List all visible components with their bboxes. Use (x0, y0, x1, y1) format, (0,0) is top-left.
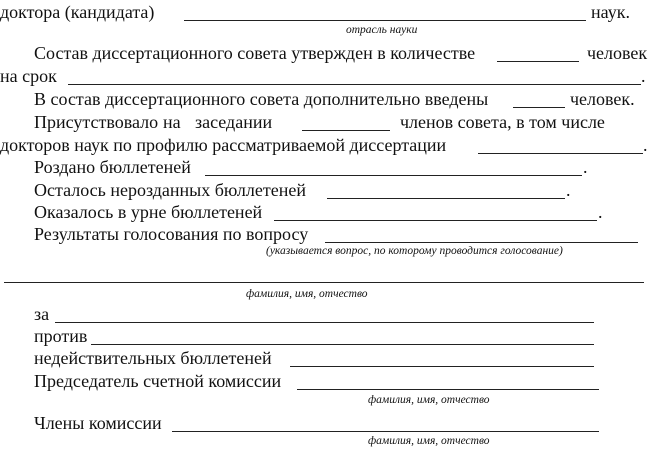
science-branch-field[interactable] (184, 20, 586, 21)
commission-chair-caption: фамилия, имя, отчество (368, 394, 490, 406)
candidate-name-field[interactable] (4, 282, 644, 283)
voting-question-caption: (указывается вопрос, по которому проводится голосование) (266, 245, 563, 257)
ballots-issued-label: Роздано бюллетеней (34, 157, 191, 177)
doctors-profile-period: . (643, 135, 648, 155)
ballots-in-urn-label: Оказалось в урне бюллетеней (34, 202, 263, 222)
doctors-profile-label: докторов наук по профилю рассматриваемой диссертации (0, 135, 447, 155)
commission-members-caption: фамилия, имя, отчество (368, 435, 490, 447)
ballots-remaining-period: . (566, 180, 571, 200)
science-branch-caption: отрасль науки (346, 24, 418, 36)
term-label: на срок (0, 66, 57, 86)
invalid-ballots-field[interactable] (290, 366, 594, 367)
present-count-field[interactable] (302, 130, 390, 131)
ballots-in-urn-field[interactable] (274, 220, 597, 221)
term-field[interactable] (68, 84, 641, 85)
council-count-field[interactable] (497, 61, 579, 62)
ballots-remaining-label: Осталось нерозданных бюллетеней (34, 180, 306, 200)
commission-members-label: Члены комиссии (34, 413, 162, 433)
votes-against-field[interactable] (91, 344, 594, 345)
additional-members-field[interactable] (513, 107, 565, 108)
commission-members-field[interactable] (172, 431, 599, 432)
additional-members-label: В состав диссертационного совета дополнительно введены (34, 89, 489, 109)
votes-for-label: за (34, 304, 50, 324)
present-label-word2: на (163, 112, 181, 132)
council-composition-label: Состав диссертационного совета утвержден в количестве (34, 43, 476, 63)
ballots-in-urn-period: . (598, 202, 603, 222)
term-period: . (641, 66, 646, 86)
doctors-profile-field[interactable] (478, 153, 643, 154)
commission-chair-label: Председатель счетной комиссии (34, 371, 282, 391)
votes-against-label: против (34, 326, 88, 346)
ballots-issued-period: . (583, 157, 588, 177)
votes-for-field[interactable] (55, 322, 594, 323)
ballots-remaining-field[interactable] (327, 198, 565, 199)
additional-members-unit: человек. (570, 89, 635, 109)
present-label-word1: Присутствовало (34, 112, 159, 132)
science-suffix: наук. (591, 2, 630, 22)
present-suffix: членов совета, в том числе (400, 112, 605, 132)
invalid-ballots-label: недействительных бюллетеней (34, 348, 272, 368)
commission-chair-field[interactable] (297, 389, 599, 390)
council-count-unit: человек (587, 43, 648, 63)
voting-question-field[interactable] (325, 242, 638, 243)
voting-results-label: Результаты голосования по вопросу (34, 224, 309, 244)
present-label-word3: заседании (195, 112, 273, 132)
candidate-name-caption: фамилия, имя, отчество (246, 288, 368, 300)
ballots-issued-field[interactable] (205, 175, 582, 176)
degree-label: доктора (кандидата) (0, 2, 155, 22)
